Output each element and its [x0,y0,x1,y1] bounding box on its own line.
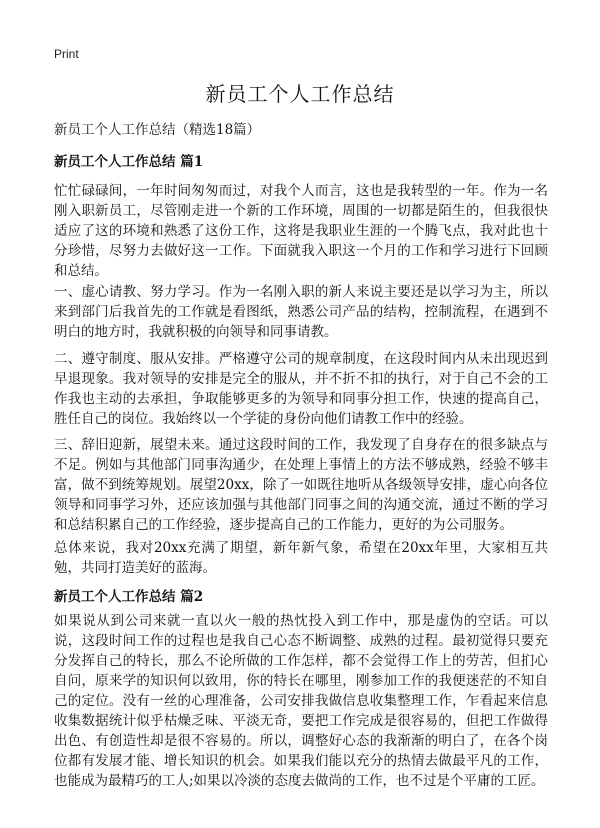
print-link[interactable]: Print [54,47,79,61]
section-heading-2: 新员工个人工作总结 篇2 [54,589,204,605]
paragraph: 三、辞旧迎新，展望未来。通过这段时间的工作，我发现了自身存在的很多缺点与不足。例如与其他部门同事沟通少，在处理上事情上的方法不够成熟，经验不够丰富，做不到统筹规划。展望20xx，除了一如既往地听从各级领导安排，虚心向各位领导和同事学习外，还应该加强与其他部门同事之间的沟通交流，通过不断的学习和总结积累自己的工作经验，逐步提高自己的工作能力，更好的为公司服务。 [54,437,548,533]
paragraph: 一、虚心请教、努力学习。作为一名刚入职的新人来说主要还是以学习为主，所以来到部门后我首先的工作就是看图纸，熟悉公司产品的结构，控制流程，在遇到不明白的地方时，我就积极的向领导和同事请教。 [54,284,548,340]
paragraph: 如果说从到公司来就一直以火一般的热忱投入到工作中，那是虚伪的空话。可以说，这段时间工作的过程也是我自己心态不断调整、成熟的过程。最初觉得只要充分发挥自己的特长，那么不论所做的工作怎样，都不会觉得工作上的劳苦，但扪心自问，原来学的知识何以致用，你的特长在哪里，刚参加工作的我便迷茫的不知自己的定位。没有一丝的心理准备，公司安排我做信息收集整理工作，乍看起来信息收集数据统计似乎枯燥乏味、平淡无奇，要把工作完成是很容易的，但把工作做得出色、有创造性却是很不容易的。所以，调整好心态的我渐渐的明白了，在各个岗位都有发展才能、增长知识的机会。如果我们能以充分的热情去做最平凡的工作，也能成为最精巧的工人;如果以冷淡的态度去做尚的工作，也不过是个平庸的工匠。 [54,613,548,789]
page-title: 新员工个人工作总结 [205,82,395,106]
document-subtitle: 新员工个人工作总结（精选18篇） [54,122,261,138]
paragraph: 二、遵守制度、服从安排。严格遵守公司的规章制度，在这段时间内从未出现迟到早退现象。我对领导的安排是完全的服从，并不折不扣的执行，对于自己不会的工作我也主动的去承担，争取能够更多的为领导和同事分担工作，快速的提高自己，胜任自己的岗位。我始终以一个学徒的身份向他们请教工作中的经验。 [54,351,548,427]
paragraph: 总体来说，我对20xx充满了期望，新年新气象，希望在20xx年里，大家相互共勉，共同打造美好的蓝海。 [54,540,548,576]
section-heading-1: 新员工个人工作总结 篇1 [54,154,204,170]
paragraph: 忙忙碌碌间，一年时间匆匆而过，对我个人而言，这也是我转型的一年。作为一名刚入职新员工，尽管刚走进一个新的工作环境，周围的一切都是陌生的，但我很快适应了这的环境和熟悉了这份工作，这将是我职业生涯的一个腾飞点，我对此也十分珍惜，尽努力去做好这一工作。下面就我入职这一个月的工作和学习进行下回顾和总结。 [54,183,548,279]
